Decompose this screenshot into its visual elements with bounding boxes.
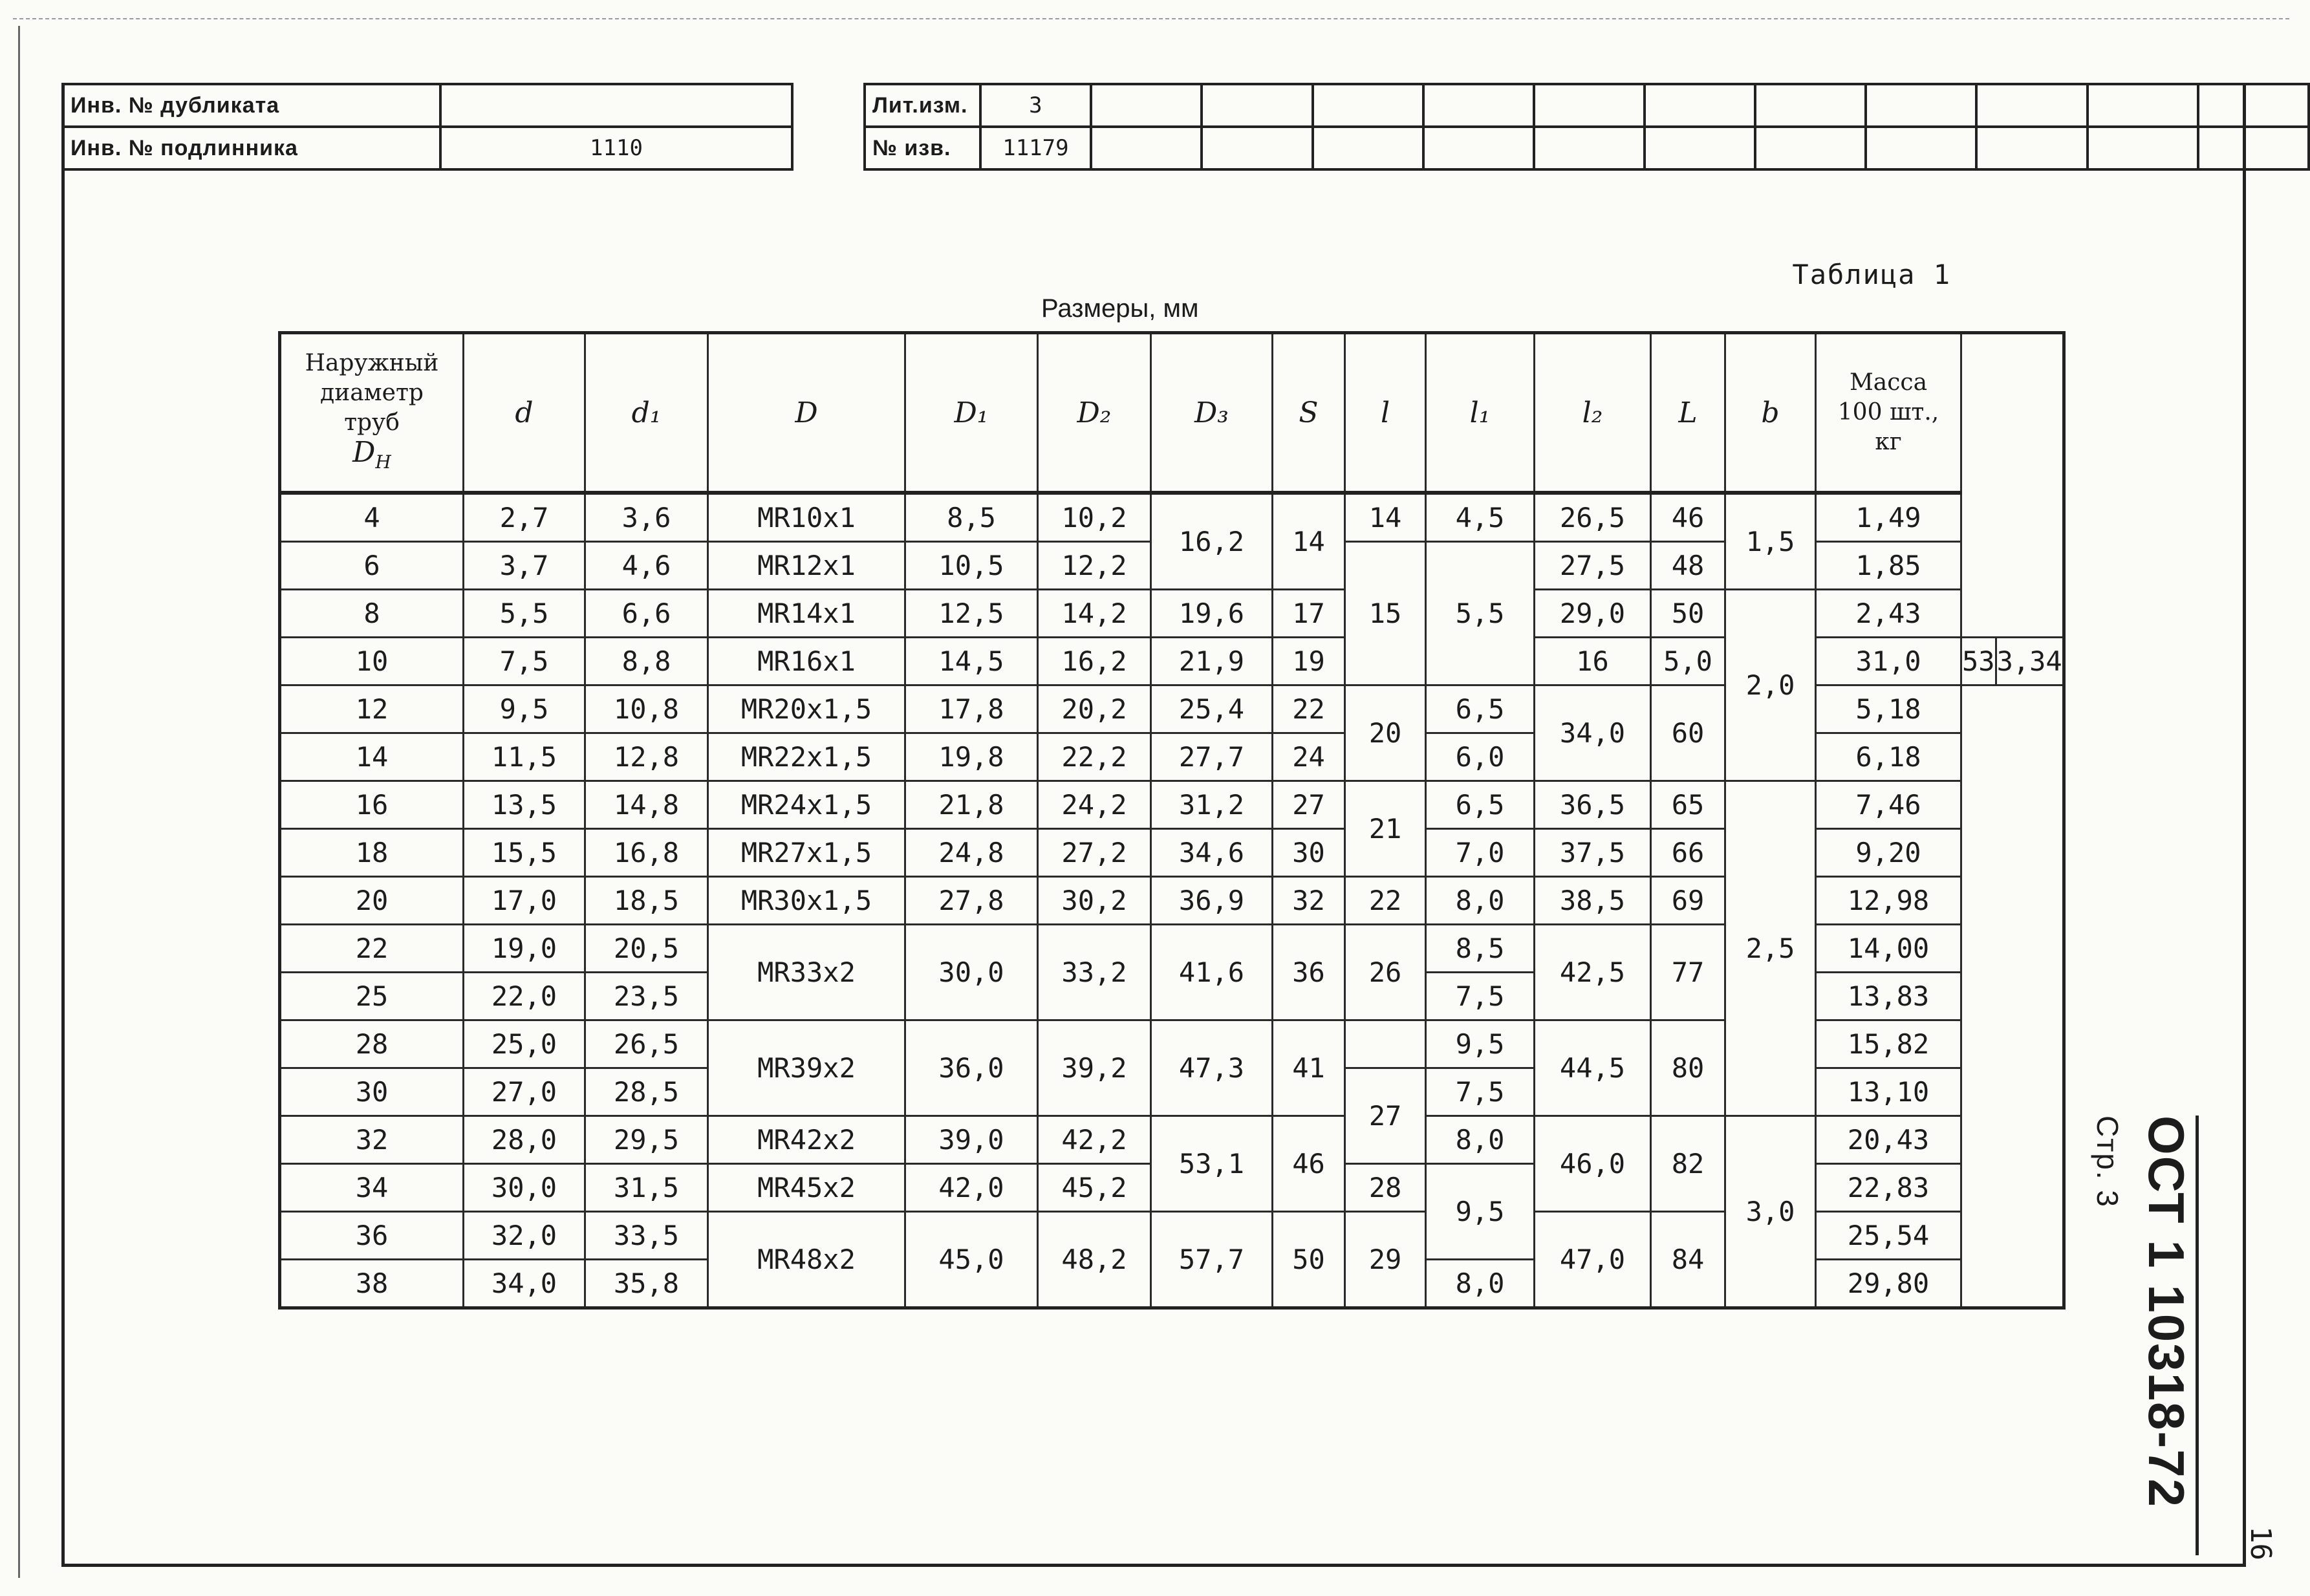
cell-S: 50 [1273,1212,1345,1308]
stamp-cell [1645,84,1755,127]
stamp-label: Инв. № подлинника [63,127,440,169]
cell-D: MR42x2 [708,1116,905,1164]
stamp-row [63,127,792,169]
cell-D2: 14,2 [1038,590,1151,638]
cell-dn: 28 [280,1020,464,1068]
cell-D3: 27,7 [1151,733,1273,781]
cell-dn: 25 [280,973,464,1020]
cell-mass: 2,43 [1816,590,1961,638]
cell-l1: 4,5 [1426,493,1535,542]
cell-mass: 14,00 [1816,925,1961,973]
stamp-cell [1866,84,1976,127]
cell-l1: 6,0 [1426,733,1535,781]
cell-dn: 38 [280,1260,464,1308]
stamp-cell [1534,127,1645,169]
cell-d: 27,0 [464,1068,585,1116]
cell-D2: 22,2 [1038,733,1151,781]
cell-d1: 26,5 [585,1020,708,1068]
cell-mass: 3,34 [1996,638,2064,685]
cell-D: MR10x1 [708,493,905,542]
cell-mass: 1,85 [1816,542,1961,590]
cell-D1: 45,0 [905,1212,1038,1308]
cell-D3: 53,1 [1151,1116,1273,1212]
doc-code-text: ОСТ 1 10318-72 [2138,1116,2195,1509]
cell-d1: 35,8 [585,1260,708,1308]
stamp-cell [2088,127,2198,169]
stamp-cell [1202,127,1312,169]
cell-d1: 33,5 [585,1212,708,1260]
cell-D1: 17,8 [905,685,1038,733]
cell-d: 19,0 [464,925,585,973]
cell-d1: 12,8 [585,733,708,781]
cell-D3: 34,6 [1151,829,1273,877]
sheet-number: 16 [2244,1526,2277,1560]
cell-S: 22 [1273,685,1345,733]
cell-dn: 30 [280,1068,464,1116]
cell-L: 66 [1651,829,1725,877]
cell-l1: 9,5 [1426,1020,1535,1068]
cell-D3: 41,6 [1151,925,1273,1020]
cell-S: 24 [1273,733,1345,781]
cell-b: 1,5 [1725,493,1816,590]
cell-dn: 18 [280,829,464,877]
cell-d: 22,0 [464,973,585,1020]
stamp-cell [1202,84,1312,127]
cell-b: 3,0 [1725,1116,1816,1308]
cell-S: 27 [1273,781,1345,829]
cell-S: 17 [1273,590,1345,638]
cell-l2: 31,0 [1816,638,1961,685]
cell-D2: 10,2 [1038,493,1151,542]
cell-L: 69 [1651,877,1725,925]
header-D1: D₁ [905,333,1038,493]
cell-d: 17,0 [464,877,585,925]
cell-D: MR16x1 [708,638,905,685]
stamp-cell [1091,127,1202,169]
cell-D: MR20x1,5 [708,685,905,733]
cell-mass: 15,82 [1816,1020,1961,1068]
stamp-cell [1313,127,1423,169]
cell-D: MR27x1,5 [708,829,905,877]
cell-D2: 30,2 [1038,877,1151,925]
cell-D3: 47,3 [1151,1020,1273,1116]
cell-D1: 24,8 [905,829,1038,877]
cell-l: 26 [1345,925,1426,1020]
cell-l: 28 [1345,1164,1426,1212]
cell-d: 9,5 [464,685,585,733]
cell-d1: 23,5 [585,973,708,1020]
header-mass [1816,333,1961,493]
cell-D2: 24,2 [1038,781,1151,829]
cell-d: 13,5 [464,781,585,829]
cell-D3: 57,7 [1151,1212,1273,1308]
cell-S: 32 [1273,877,1345,925]
cell-l2: 27,5 [1535,542,1651,590]
cell-D: MR30x1,5 [708,877,905,925]
cell-D: MR33x2 [708,925,905,1020]
cell-d: 2,7 [464,493,585,542]
header-line: труб [344,409,400,436]
header-line: диаметр [320,379,424,406]
cell-d: 28,0 [464,1116,585,1164]
stamp-value: 11179 [980,127,1092,169]
cell-D3: 19,6 [1151,590,1273,638]
cell-l1: 7,0 [1426,829,1535,877]
cell-mass: 13,83 [1816,973,1961,1020]
cell-mass: 29,80 [1816,1260,1961,1308]
cell-l1: 7,5 [1426,973,1535,1020]
stamp-cell [1755,84,1866,127]
cell-D: MR45x2 [708,1164,905,1212]
cell-S: 46 [1273,1116,1345,1212]
cell-l2: 36,5 [1535,781,1651,829]
cell-l: 22 [1345,877,1426,925]
cell-D2: 45,2 [1038,1164,1151,1212]
cell-D1: 27,8 [905,877,1038,925]
stamp-cell [1423,127,1534,169]
stamp-value: 1110 [440,127,792,169]
cell-l2: 46,0 [1535,1116,1651,1212]
cell-D2: 42,2 [1038,1116,1151,1164]
cell-mass: 5,18 [1816,685,1961,733]
cell-l1: 6,5 [1426,685,1535,733]
cell-D2: 16,2 [1038,638,1151,685]
cell-D: MR14x1 [708,590,905,638]
cell-D2: 20,2 [1038,685,1151,733]
cell-dn: 32 [280,1116,464,1164]
cell-D1: 10,5 [905,542,1038,590]
cell-dn: 12 [280,685,464,733]
cell-l2: 37,5 [1535,829,1651,877]
stamp-label: Инв. № дубликата [63,84,440,127]
stamp-row [865,127,2309,169]
cell-D1: 8,5 [905,493,1038,542]
cell-l: 20 [1345,685,1426,781]
cell-d1: 20,5 [585,925,708,973]
cell-L: 46 [1651,493,1725,542]
stamp-cell [1091,84,1202,127]
cell-l: 14 [1345,493,1426,542]
cell-D2: 33,2 [1038,925,1151,1020]
cell-mass: 13,10 [1816,1068,1961,1116]
cell-D1: 14,5 [905,638,1038,685]
cell-L: 48 [1651,542,1725,590]
header-line: Наружный [305,349,439,376]
inventory-stamp [61,83,793,171]
stamp-cell [2198,84,2309,127]
cell-D3: 31,2 [1151,781,1273,829]
cell-mass: 12,98 [1816,877,1961,925]
cell-l2: 29,0 [1535,590,1651,638]
cell-l2: 38,5 [1535,877,1651,925]
cell-mass: 22,83 [1816,1164,1961,1212]
cell-d1: 16,8 [585,829,708,877]
cell-dn: 20 [280,877,464,925]
cell-l: 21 [1345,781,1426,877]
stamp-cell [2088,84,2198,127]
stamp-cell [1755,127,1866,169]
cell-l: 15 [1345,542,1426,685]
cell-l: 16 [1535,638,1651,685]
stamp-value: 3 [980,84,1092,127]
table-row [280,1116,2064,1164]
cell-D1: 19,8 [905,733,1038,781]
stamp-row [63,84,792,127]
stamp-cell [1866,127,1976,169]
cell-l1: 5,5 [1426,542,1535,685]
cell-d1: 8,8 [585,638,708,685]
stamp-cell [1976,84,2087,127]
cell-l1: 5,0 [1651,638,1725,685]
cell-D3: 25,4 [1151,685,1273,733]
cell-d: 32,0 [464,1212,585,1260]
cell-dn: 8 [280,590,464,638]
cell-dn: 22 [280,925,464,973]
sizes-caption: Размеры, мм [1041,294,1199,323]
table-row [280,781,2064,829]
dimensions-table [278,331,2066,1310]
cell-l2: 44,5 [1535,1020,1651,1116]
cell-mass: 20,43 [1816,1116,1961,1164]
cell-l2: 26,5 [1535,493,1651,542]
cell-L: 84 [1651,1212,1725,1308]
cell-d1: 28,5 [585,1068,708,1116]
cell-D: MR24x1,5 [708,781,905,829]
header-D2: D₂ [1038,333,1151,493]
header-l1: l₁ [1426,333,1535,493]
cell-d: 11,5 [464,733,585,781]
cell-mass: 7,46 [1816,781,1961,829]
cell-b: 2,5 [1725,781,1816,1116]
header-b: b [1725,333,1816,493]
cell-D3: 36,9 [1151,877,1273,925]
cell-d: 15,5 [464,829,585,877]
cell-S: 36 [1273,925,1345,1020]
cell-l: 27 [1345,1068,1426,1164]
cell-d1: 29,5 [585,1116,708,1164]
stamp-cell [1423,84,1534,127]
cell-l2: 42,5 [1535,925,1651,1020]
cell-d1: 14,8 [585,781,708,829]
cell-d1: 18,5 [585,877,708,925]
cell-D3: 21,9 [1151,638,1273,685]
header-L: L [1651,333,1725,493]
header-line: 100 шт., [1837,399,1939,426]
page-label: Стр. 3 [2091,1116,2124,1209]
header-symbol: D [352,435,376,469]
cell-S: 41 [1273,1020,1345,1116]
header-outer-diameter [280,333,464,493]
cell-dn: 6 [280,542,464,590]
cell-d1: 4,6 [585,542,708,590]
cell-d1: 3,6 [585,493,708,542]
document-code [2091,1116,2199,1555]
cell-L: 53 [1961,638,1996,685]
cell-l2: 34,0 [1535,685,1651,781]
table-title: Таблица 1 [1792,259,1951,290]
cell-b: 2,0 [1725,590,1816,781]
cell-dn: 14 [280,733,464,781]
table-row [280,493,2064,542]
cell-L: 65 [1651,781,1725,829]
cell-l: 29 [1345,1212,1426,1308]
stamp-cell [2198,127,2309,169]
header-l: l [1345,333,1426,493]
cell-mass: 6,18 [1816,733,1961,781]
cell-l1: 6,5 [1426,781,1535,829]
cell-D2: 39,2 [1038,1020,1151,1116]
cell-mass: 25,54 [1816,1212,1961,1260]
cell-D1: 42,0 [905,1164,1038,1212]
cell-D: MR39x2 [708,1020,905,1116]
cell-l1: 8,0 [1426,1260,1535,1308]
cell-D1: 39,0 [905,1116,1038,1164]
stamp-cell [1976,127,2087,169]
cell-d: 3,7 [464,542,585,590]
cell-D1: 36,0 [905,1020,1038,1116]
cell-L: 60 [1651,685,1725,781]
cell-D3: 16,2 [1151,493,1273,590]
cell-mass: 9,20 [1816,829,1961,877]
header-line: кг [1875,429,1902,455]
cell-D2: 27,2 [1038,829,1151,877]
cell-dn: 34 [280,1164,464,1212]
cell-L: 80 [1651,1020,1725,1116]
stamp-cell [1645,127,1755,169]
cell-D: MR12x1 [708,542,905,590]
cell-l1: 8,0 [1426,877,1535,925]
cell-d1: 6,6 [585,590,708,638]
cell-S: 14 [1273,493,1345,590]
cell-d: 25,0 [464,1020,585,1068]
cell-D2: 48,2 [1038,1212,1151,1308]
stamp-label: № изв. [865,127,980,169]
cell-dn: 36 [280,1212,464,1260]
header-row [280,333,2064,493]
header-subscript: Н [375,451,391,473]
cell-l [1345,1020,1426,1068]
header-line: Масса [1849,369,1928,396]
cell-l2: 47,0 [1535,1212,1651,1308]
cell-dn: 16 [280,781,464,829]
cell-L: 77 [1651,925,1725,1020]
cell-d1: 10,8 [585,685,708,733]
cell-dn: 4 [280,493,464,542]
cell-l1: 8,0 [1426,1116,1535,1164]
cell-S: 30 [1273,829,1345,877]
cell-D1: 12,5 [905,590,1038,638]
cell-d: 30,0 [464,1164,585,1212]
cell-d: 7,5 [464,638,585,685]
cell-D2: 12,2 [1038,542,1151,590]
header-S: S [1273,333,1345,493]
cell-l1: 9,5 [1426,1164,1535,1260]
cell-d: 5,5 [464,590,585,638]
header-D3: D₃ [1151,333,1273,493]
table-row [280,590,2064,638]
top-edge-line [13,18,2289,19]
cell-mass: 1,49 [1816,493,1961,542]
header-D: D [708,333,905,493]
cell-D1: 30,0 [905,925,1038,1020]
stamp-value [440,84,792,127]
cell-d: 34,0 [464,1260,585,1308]
left-edge-line [18,26,20,1578]
cell-S: 19 [1273,638,1345,685]
cell-L: 82 [1651,1116,1725,1212]
header-d: d [464,333,585,493]
cell-D1: 21,8 [905,781,1038,829]
stamp-row [865,84,2309,127]
revision-stamp [863,83,2310,171]
cell-L: 50 [1651,590,1725,638]
cell-D: MR22x1,5 [708,733,905,781]
cell-D: MR48x2 [708,1212,905,1308]
header-l2: l₂ [1535,333,1651,493]
stamp-cell [1534,84,1645,127]
stamp-cell [1313,84,1423,127]
stamp-label: Лит.изм. [865,84,980,127]
header-d1: d₁ [585,333,708,493]
cell-dn: 10 [280,638,464,685]
cell-d1: 31,5 [585,1164,708,1212]
cell-l1: 7,5 [1426,1068,1535,1116]
cell-l1: 8,5 [1426,925,1535,973]
